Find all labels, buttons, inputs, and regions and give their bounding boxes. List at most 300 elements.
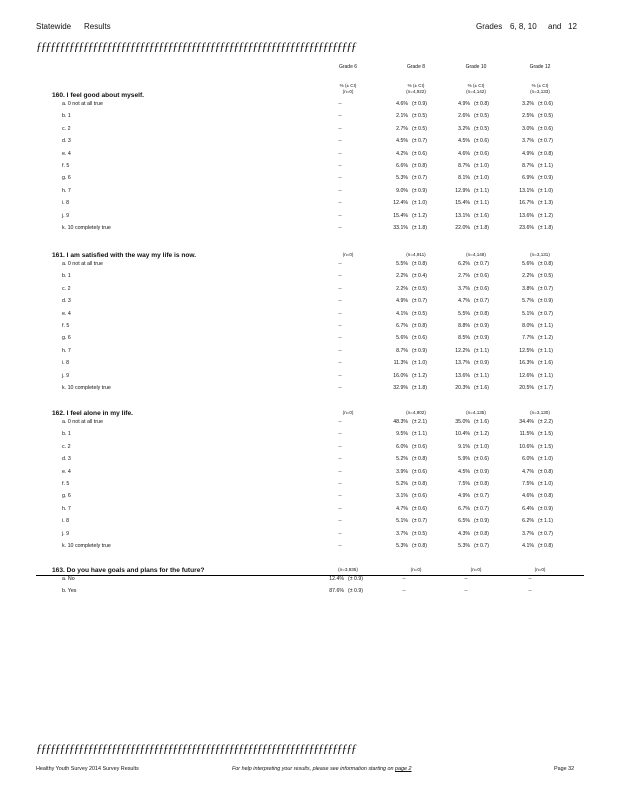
percent-value: 2.2% <box>522 273 534 280</box>
confidence-interval: (± 0.9) <box>538 505 553 512</box>
no-data-dash: -- <box>338 419 342 425</box>
percent-value: 5.7% <box>522 298 534 305</box>
option-label: k. 10 completely true <box>62 225 111 231</box>
confidence-interval: (± 0.6) <box>474 456 489 463</box>
no-data-dash: -- <box>338 101 342 107</box>
no-data-dash: -- <box>338 443 342 450</box>
option-label: f. 5 <box>62 163 70 169</box>
percent-value: 5.9% <box>458 456 470 463</box>
question-title: 163. Do you have goals and plans for the future? <box>52 567 205 574</box>
confidence-interval: (± 0.9) <box>348 576 363 582</box>
confidence-interval: (± 1.6) <box>474 212 489 219</box>
confidence-interval: (± 0.7) <box>538 530 553 537</box>
percent-value: 15.4% <box>393 212 408 219</box>
confidence-interval: (± 1.0) <box>474 175 489 182</box>
percent-value: 13.6% <box>455 372 470 379</box>
percent-value: 10.6% <box>519 443 534 450</box>
option-label: e. 4 <box>62 310 71 317</box>
option-label: e. 4 <box>62 468 71 475</box>
confidence-interval: (± 0.7) <box>412 518 427 525</box>
option-label: j. 9 <box>62 212 70 219</box>
confidence-interval: (± 0.8) <box>474 481 489 487</box>
percent-value: 87.6% <box>329 588 344 595</box>
sample-size-label: (n=0) <box>342 89 354 94</box>
no-data-dash: -- <box>338 530 342 537</box>
confidence-interval: (± 0.5) <box>474 113 489 120</box>
percent-value: 3.7% <box>396 530 408 537</box>
confidence-interval: (± 0.6) <box>474 285 489 292</box>
percent-value: 16.0% <box>393 372 408 379</box>
percent-value: 6.4% <box>522 505 534 512</box>
confidence-interval: (± 0.8) <box>412 163 427 169</box>
option-label: c. 2 <box>62 285 71 292</box>
percent-value: 11.3% <box>393 360 408 367</box>
percent-value: 4.6% <box>522 493 534 500</box>
confidence-interval: (± 0.7) <box>474 298 489 305</box>
confidence-interval: (± 0.7) <box>412 175 427 182</box>
confidence-interval: (± 0.9) <box>474 468 489 475</box>
percent-value: 3.2% <box>522 101 534 107</box>
confidence-interval: (± 1.7) <box>538 385 553 391</box>
percent-value: 2.1% <box>396 113 408 120</box>
no-data-dash: -- <box>338 113 342 120</box>
percent-value: 12.4% <box>393 200 408 207</box>
confidence-interval: (± 1.8) <box>474 225 489 231</box>
sample-size-label: (n=4,142) <box>466 89 486 94</box>
confidence-interval: (± 0.6) <box>412 335 427 342</box>
confidence-interval: (± 1.0) <box>538 187 553 194</box>
confidence-interval: (± 1.8) <box>538 225 553 231</box>
option-label: e. 4 <box>62 150 71 157</box>
no-data-dash: -- <box>338 493 342 500</box>
percent-value: 23.6% <box>519 225 534 231</box>
percent-value: 13.1% <box>455 212 470 219</box>
question-title: 162. I feel alone in my life. <box>52 410 133 417</box>
percent-value: 4.1% <box>522 543 534 549</box>
no-data-dash: -- <box>528 588 532 595</box>
no-data-dash: -- <box>338 163 342 169</box>
no-data-dash: -- <box>338 175 342 182</box>
header-grades-list: 6, 8, 10 <box>510 22 537 31</box>
percent-value: 4.6% <box>396 101 408 107</box>
percent-value: 10.4% <box>455 431 470 438</box>
option-label: c. 2 <box>62 443 71 450</box>
no-data-dash: -- <box>338 335 342 342</box>
percent-value: 8.8% <box>458 323 470 329</box>
confidence-interval: (± 1.2) <box>412 372 427 379</box>
confidence-interval: (± 0.8) <box>538 468 553 475</box>
percent-value: 3.7% <box>522 530 534 537</box>
option-label: d. 3 <box>62 298 71 305</box>
confidence-interval: (± 1.1) <box>474 200 489 207</box>
confidence-interval: (± 0.5) <box>412 285 427 292</box>
no-data-dash: -- <box>338 481 342 487</box>
col-grade-12: Grade 12 <box>529 64 551 70</box>
percent-value: 20.5% <box>519 385 534 391</box>
no-data-dash: -- <box>338 431 342 438</box>
option-label: i. 8 <box>62 360 70 367</box>
percent-value: 12.4% <box>329 576 344 582</box>
percent-value: 12.6% <box>519 372 534 379</box>
header-grades-label: Grades <box>476 22 503 31</box>
percent-value: 13.6% <box>519 212 534 219</box>
confidence-interval: (± 0.5) <box>412 113 427 120</box>
option-label: b. 1 <box>62 273 71 280</box>
no-data-dash: -- <box>338 187 342 194</box>
confidence-interval: (± 0.8) <box>474 101 489 107</box>
confidence-interval: (± 0.8) <box>474 530 489 537</box>
percent-value: 4.3% <box>458 530 470 537</box>
percent-value: 20.3% <box>455 385 470 391</box>
top-decor-rule: ƒƒƒƒƒƒƒƒƒƒƒƒƒƒƒƒƒƒƒƒƒƒƒƒƒƒƒƒƒƒƒƒƒƒƒƒƒƒƒƒƒƒƒƒƒƒƒƒƒƒƒƒƒƒƒƒƒƒƒƒƒƒƒƒƒƒƒƒ <box>36 40 356 52</box>
no-data-dash: -- <box>338 360 342 367</box>
confidence-interval: (± 0.8) <box>412 481 427 487</box>
percent-value: 4.2% <box>396 150 408 157</box>
confidence-interval: (± 0.6) <box>474 273 489 280</box>
percent-value: 8.7% <box>396 347 408 354</box>
percent-value: 8.7% <box>458 163 470 169</box>
percent-value: 3.9% <box>396 468 408 475</box>
ci-subheader: % (± CI) <box>407 83 425 88</box>
percent-value: 5.6% <box>522 261 534 267</box>
confidence-interval: (± 1.1) <box>474 372 489 379</box>
percent-value: 2.2% <box>396 285 408 292</box>
confidence-interval: (± 0.7) <box>474 543 489 549</box>
bottom-decor-rule: ƒƒƒƒƒƒƒƒƒƒƒƒƒƒƒƒƒƒƒƒƒƒƒƒƒƒƒƒƒƒƒƒƒƒƒƒƒƒƒƒƒƒƒƒƒƒƒƒƒƒƒƒƒƒƒƒƒƒƒƒƒƒƒƒƒƒƒƒ <box>36 742 356 754</box>
confidence-interval: (± 0.9) <box>538 298 553 305</box>
confidence-interval: (± 0.6) <box>412 493 427 500</box>
percent-value: 5.1% <box>396 518 408 525</box>
percent-value: 34.4% <box>519 419 534 425</box>
no-data-dash: -- <box>338 125 342 132</box>
option-label: h. 7 <box>62 347 71 354</box>
confidence-interval: (± 0.8) <box>412 456 427 463</box>
percent-value: 4.7% <box>458 298 470 305</box>
question-divider <box>36 575 584 576</box>
confidence-interval: (± 0.5) <box>412 310 427 317</box>
confidence-interval: (± 0.9) <box>348 588 363 595</box>
confidence-interval: (± 0.4) <box>412 273 427 280</box>
percent-value: 9.5% <box>396 431 408 438</box>
option-label: a. 0 not at all true <box>62 101 103 107</box>
percent-value: 6.5% <box>458 518 470 525</box>
confidence-interval: (± 1.6) <box>474 419 489 425</box>
percent-value: 5.3% <box>396 175 408 182</box>
confidence-interval: (± 1.2) <box>538 335 553 342</box>
percent-value: 2.6% <box>458 113 470 120</box>
confidence-interval: (± 0.6) <box>412 150 427 157</box>
confidence-interval: (± 1.6) <box>538 360 553 367</box>
percent-value: 6.9% <box>522 175 534 182</box>
no-data-dash: -- <box>338 212 342 219</box>
percent-value: 4.1% <box>396 310 408 317</box>
confidence-interval: (± 0.9) <box>474 335 489 342</box>
option-label: g. 6 <box>62 175 71 182</box>
option-label: d. 3 <box>62 456 71 463</box>
header-statewide: Statewide <box>36 22 72 31</box>
footer-help-text <box>232 766 412 772</box>
sample-size-label: (n=0) <box>534 567 546 572</box>
option-label: b. 1 <box>62 431 71 438</box>
percent-value: 35.0% <box>455 419 470 425</box>
sample-size-label: (n=3,133) <box>530 89 550 94</box>
confidence-interval: (± 1.5) <box>538 443 553 450</box>
percent-value: 32.9% <box>393 385 408 391</box>
no-data-dash: -- <box>338 468 342 475</box>
confidence-interval: (± 0.6) <box>538 101 553 107</box>
ci-subheader: % (± CI) <box>531 83 549 88</box>
no-data-dash: -- <box>338 543 342 549</box>
option-label: f. 5 <box>62 481 70 487</box>
option-label: f. 5 <box>62 323 70 329</box>
percent-value: 6.2% <box>522 518 534 525</box>
confidence-interval: (± 1.0) <box>474 163 489 169</box>
option-label: a. No <box>62 576 75 582</box>
percent-value: 6.7% <box>396 323 408 329</box>
option-label: b. Yes <box>62 588 77 595</box>
confidence-interval: (± 1.1) <box>412 431 427 438</box>
percent-value: 5.2% <box>396 481 408 487</box>
percent-value: 8.0% <box>522 323 534 329</box>
confidence-interval: (± 0.6) <box>412 505 427 512</box>
percent-value: 4.7% <box>522 468 534 475</box>
percent-value: 3.0% <box>522 125 534 132</box>
confidence-interval: (± 1.1) <box>538 323 553 329</box>
sample-size-label: (n=0) <box>470 567 482 572</box>
percent-value: 12.9% <box>455 187 470 194</box>
option-label: h. 7 <box>62 187 71 194</box>
confidence-interval: (± 0.5) <box>538 273 553 280</box>
confidence-interval: (± 0.6) <box>474 150 489 157</box>
confidence-interval: (± 0.7) <box>538 138 553 145</box>
confidence-interval: (± 0.8) <box>538 493 553 500</box>
confidence-interval: (± 0.6) <box>412 443 427 450</box>
percent-value: 3.1% <box>396 493 408 500</box>
confidence-interval: (± 0.9) <box>474 518 489 525</box>
option-label: a. 0 not at all true <box>62 261 103 267</box>
percent-value: 48.3% <box>393 419 408 425</box>
confidence-interval: (± 1.2) <box>538 212 553 219</box>
no-data-dash: -- <box>338 385 342 391</box>
confidence-interval: (± 1.6) <box>474 385 489 391</box>
confidence-interval: (± 0.9) <box>474 360 489 367</box>
question-title: 161. I am satisfied with the way my life is now. <box>52 252 197 259</box>
percent-value: 2.5% <box>522 113 534 120</box>
percent-value: 22.0% <box>455 225 470 231</box>
percent-value: 16.7% <box>519 200 534 207</box>
percent-value: 3.7% <box>458 285 470 292</box>
sample-size-label: (n=4,148) <box>466 252 486 257</box>
no-data-dash: -- <box>338 298 342 305</box>
no-data-dash: -- <box>338 285 342 292</box>
confidence-interval: (± 0.8) <box>412 543 427 549</box>
percent-value: 5.6% <box>396 335 408 342</box>
percent-value: 9.0% <box>396 187 408 194</box>
confidence-interval: (± 0.7) <box>474 261 489 267</box>
percent-value: 5.5% <box>458 310 470 317</box>
percent-value: 5.3% <box>396 543 408 549</box>
confidence-interval: (± 1.1) <box>538 518 553 525</box>
percent-value: 4.5% <box>458 468 470 475</box>
percent-value: 8.1% <box>458 175 470 182</box>
percent-value: 3.7% <box>522 138 534 145</box>
percent-value: 3.2% <box>458 125 470 132</box>
no-data-dash: -- <box>402 576 406 582</box>
option-label: b. 1 <box>62 113 71 120</box>
percent-value: 4.9% <box>458 493 470 500</box>
footer-page-link[interactable]: page 2 <box>395 766 412 772</box>
confidence-interval: (± 0.7) <box>474 505 489 512</box>
confidence-interval: (± 1.1) <box>474 187 489 194</box>
no-data-dash: -- <box>338 505 342 512</box>
percent-value: 3.8% <box>522 285 534 292</box>
sample-size-label: (n=4,911) <box>406 252 426 257</box>
percent-value: 4.7% <box>396 505 408 512</box>
confidence-interval: (± 0.9) <box>474 323 489 329</box>
col-grade-10: Grade 10 <box>465 64 487 70</box>
percent-value: 8.5% <box>458 335 470 342</box>
percent-value: 4.9% <box>458 101 470 107</box>
confidence-interval: (± 2.2) <box>538 419 553 425</box>
no-data-dash: -- <box>338 372 342 379</box>
confidence-interval: (± 1.8) <box>412 385 427 391</box>
percent-value: 4.6% <box>458 150 470 157</box>
confidence-interval: (± 0.7) <box>412 298 427 305</box>
confidence-interval: (± 1.8) <box>412 225 427 231</box>
confidence-interval: (± 0.8) <box>412 261 427 267</box>
confidence-interval: (± 1.0) <box>538 481 553 487</box>
percent-value: 7.5% <box>458 481 470 487</box>
option-label: g. 6 <box>62 335 71 342</box>
question-title: 160. I feel good about myself. <box>52 92 144 99</box>
percent-value: 12.2% <box>455 347 470 354</box>
confidence-interval: (± 1.0) <box>538 456 553 463</box>
sample-size-label: (n=0) <box>342 252 354 257</box>
percent-value: 6.7% <box>458 505 470 512</box>
sample-size-label: (n=3,935) <box>338 567 358 572</box>
percent-value: 5.5% <box>396 261 408 267</box>
percent-value: 9.1% <box>458 443 470 450</box>
confidence-interval: (± 0.6) <box>412 468 427 475</box>
no-data-dash: -- <box>338 150 342 157</box>
percent-value: 4.5% <box>396 138 408 145</box>
confidence-interval: (± 0.8) <box>538 150 553 157</box>
confidence-interval: (± 0.6) <box>474 138 489 145</box>
percent-value: 6.0% <box>522 456 534 463</box>
confidence-interval: (± 1.5) <box>538 431 553 438</box>
confidence-interval: (± 0.9) <box>538 175 553 182</box>
no-data-dash: -- <box>338 456 342 463</box>
confidence-interval: (± 0.5) <box>412 530 427 537</box>
option-label: i. 8 <box>62 518 70 525</box>
percent-value: 15.4% <box>455 200 470 207</box>
sample-size-label: (n=0) <box>410 567 422 572</box>
confidence-interval: (± 0.5) <box>474 125 489 132</box>
sample-size-label: (n=0) <box>342 410 354 415</box>
confidence-interval: (± 1.2) <box>474 431 489 438</box>
percent-value: 5.2% <box>396 456 408 463</box>
confidence-interval: (± 1.3) <box>538 200 553 207</box>
footer-survey-name: Healthy Youth Survey 2014 Survey Results <box>36 766 139 772</box>
header-results: Results <box>84 22 111 31</box>
footer-page-number: Page 32 <box>554 766 575 772</box>
confidence-interval: (± 0.9) <box>412 101 427 107</box>
no-data-dash: -- <box>338 347 342 354</box>
percent-value: 5.3% <box>458 543 470 549</box>
sample-size-label: (n=3,130) <box>530 410 550 415</box>
footer-help-prefix: For help interpreting your results, please see information starting on <box>232 766 394 772</box>
confidence-interval: (± 2.1) <box>412 419 427 425</box>
percent-value: 13.7% <box>455 360 470 367</box>
confidence-interval: (± 0.7) <box>538 285 553 292</box>
no-data-dash: -- <box>338 273 342 280</box>
percent-value: 13.1% <box>519 187 534 194</box>
no-data-dash: -- <box>464 588 468 595</box>
confidence-interval: (± 0.5) <box>412 125 427 132</box>
percent-value: 2.7% <box>458 273 470 280</box>
percent-value: 2.7% <box>396 125 408 132</box>
no-data-dash: -- <box>528 576 532 582</box>
confidence-interval: (± 1.1) <box>538 347 553 354</box>
option-label: a. 0 not at all true <box>62 419 103 425</box>
no-data-dash: -- <box>338 518 342 525</box>
option-label: j. 9 <box>62 530 70 537</box>
confidence-interval: (± 0.5) <box>538 113 553 120</box>
option-label: c. 2 <box>62 125 71 132</box>
sample-size-label: (n=3,131) <box>530 252 550 257</box>
confidence-interval: (± 0.8) <box>538 261 553 267</box>
percent-value: 7.7% <box>522 335 534 342</box>
percent-value: 6.6% <box>396 163 408 169</box>
percent-value: 6.0% <box>396 443 408 450</box>
confidence-interval: (± 0.9) <box>412 347 427 354</box>
confidence-interval: (± 0.8) <box>412 323 427 329</box>
ci-subheader: % (± CI) <box>467 83 485 88</box>
option-label: i. 8 <box>62 200 70 207</box>
option-label: k. 10 completely true <box>62 543 111 549</box>
no-data-dash: -- <box>338 323 342 329</box>
col-grade-8: Grade 8 <box>406 64 426 70</box>
percent-value: 4.9% <box>396 298 408 305</box>
option-label: k. 10 completely true <box>62 385 111 391</box>
no-data-dash: -- <box>464 576 468 582</box>
option-label: j. 9 <box>62 372 70 379</box>
confidence-interval: (± 1.2) <box>412 212 427 219</box>
option-label: g. 6 <box>62 493 71 500</box>
col-grade-6: Grade 6 <box>338 64 358 70</box>
percent-value: 6.2% <box>458 261 470 267</box>
confidence-interval: (± 0.9) <box>412 187 427 194</box>
no-data-dash: -- <box>338 310 342 317</box>
no-data-dash: -- <box>338 200 342 207</box>
confidence-interval: (± 1.1) <box>538 163 553 169</box>
confidence-interval: (± 0.7) <box>538 310 553 317</box>
confidence-interval: (± 0.8) <box>474 310 489 317</box>
confidence-interval: (± 1.0) <box>412 360 427 367</box>
percent-value: 2.2% <box>396 273 408 280</box>
sample-size-label: (n=4,135) <box>466 410 486 415</box>
percent-value: 5.1% <box>522 310 534 317</box>
no-data-dash: -- <box>338 261 342 267</box>
header-grades-and: and <box>548 22 562 31</box>
no-data-dash: -- <box>338 138 342 145</box>
header-grades-last: 12 <box>568 22 577 31</box>
percent-value: 4.9% <box>522 150 534 157</box>
option-label: h. 7 <box>62 505 71 512</box>
option-label: d. 3 <box>62 138 71 145</box>
percent-value: 8.7% <box>522 163 534 169</box>
no-data-dash: -- <box>402 588 406 595</box>
